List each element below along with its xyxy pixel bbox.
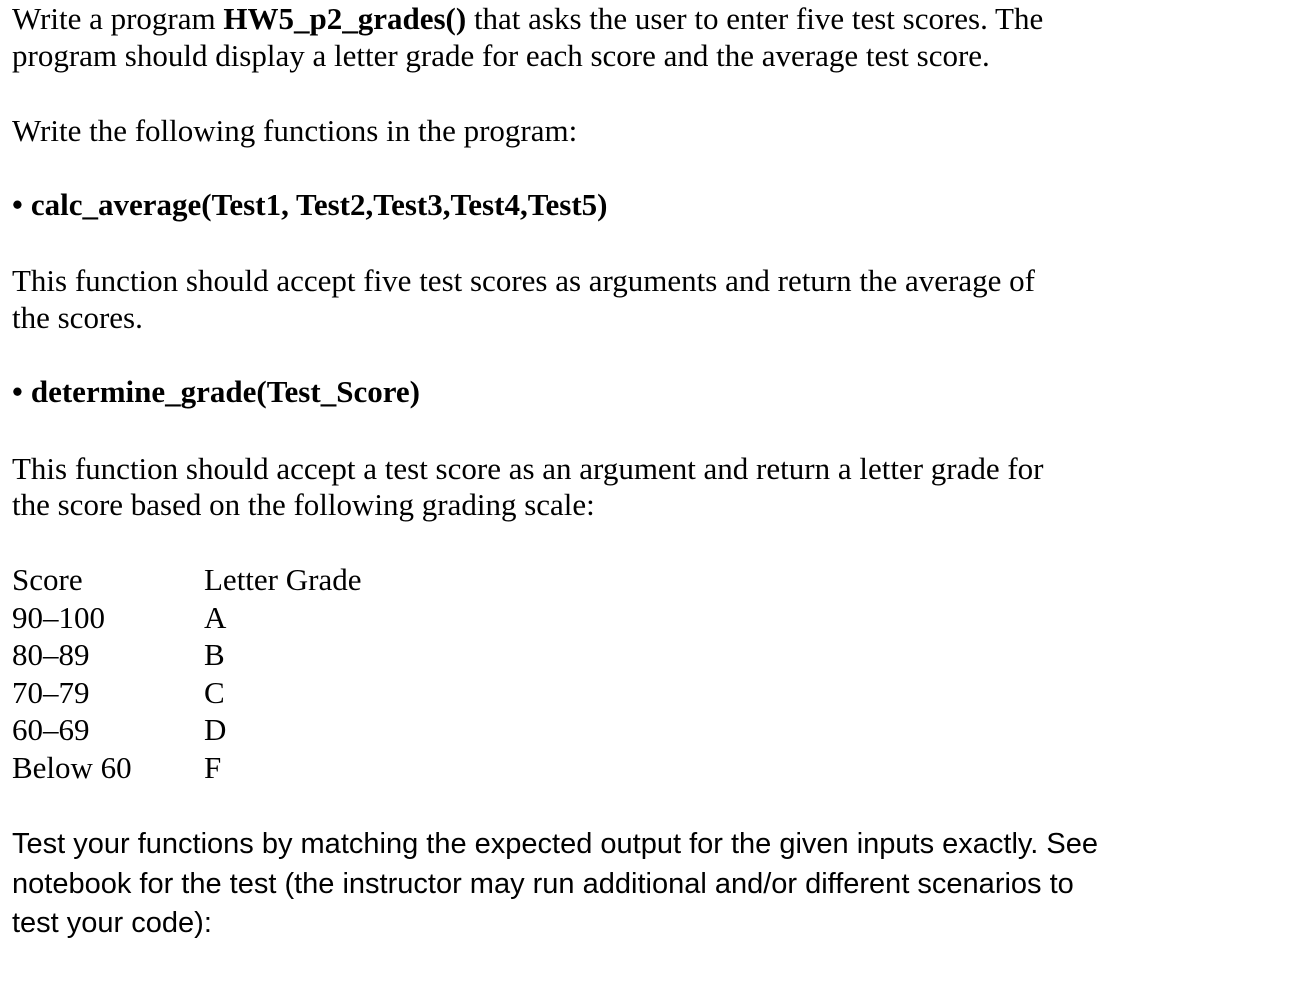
test-note-line-3: test your code): [12,907,212,939]
table-header-row [12,561,361,599]
function1-bullet-item [12,186,608,223]
intro-line-2: program should display a letter grade for each score and the average test score. [12,38,990,73]
bullet-icon: • [12,374,23,409]
score-range: 90–100 [12,599,105,635]
intro-prefix: Write a program [12,1,224,36]
letter-grade: B [204,637,225,672]
program-name: HW5_p2_grades() [223,1,467,36]
function2-signature: determine_grade(Test_Score) [30,374,420,409]
score-range: 80–89 [12,637,90,672]
function1-signature: calc_average(Test1, Test2,Test3,Test4,Test5) [30,187,608,222]
test-note [12,825,1098,944]
letter-grade: F [204,749,222,785]
bullet-icon: • [12,187,23,222]
function2-desc-line-2: the score based on the following grading scale: [12,487,595,522]
test-note-line-2: notebook for the test (the instructor may run additional and/or different scenarios to [12,867,1074,900]
intro-line-1 [12,0,1043,37]
functions-heading: Write the following functions in the program: [12,113,578,148]
test-note-line-1: Test your functions by matching the expected output for the given inputs exactly. See [12,828,1098,860]
letter-grade: D [204,712,227,747]
header-letter-grade: Letter Grade [204,562,362,597]
table-row [12,599,361,637]
function2-desc-line-1: This function should accept a test score as an argument and return a letter grade for [12,451,1044,486]
function2-bullet-item [12,373,420,410]
function1-desc-line-1: This function should accept five test scores as arguments and return the average of [12,263,1035,298]
table-row [12,711,361,749]
score-range: Below 60 [12,749,132,785]
table-row [12,636,361,674]
grading-scale-table [12,561,361,786]
intro-suffix: that asks the user to enter five test scores. The [466,1,1044,36]
letter-grade: C [204,674,225,710]
table-row [12,674,361,712]
header-score: Score [12,562,83,597]
table-row [12,749,361,787]
letter-grade: A [204,599,227,635]
function1-desc-line-2: the scores. [12,300,143,335]
score-range: 60–69 [12,712,90,747]
score-range: 70–79 [12,674,90,710]
